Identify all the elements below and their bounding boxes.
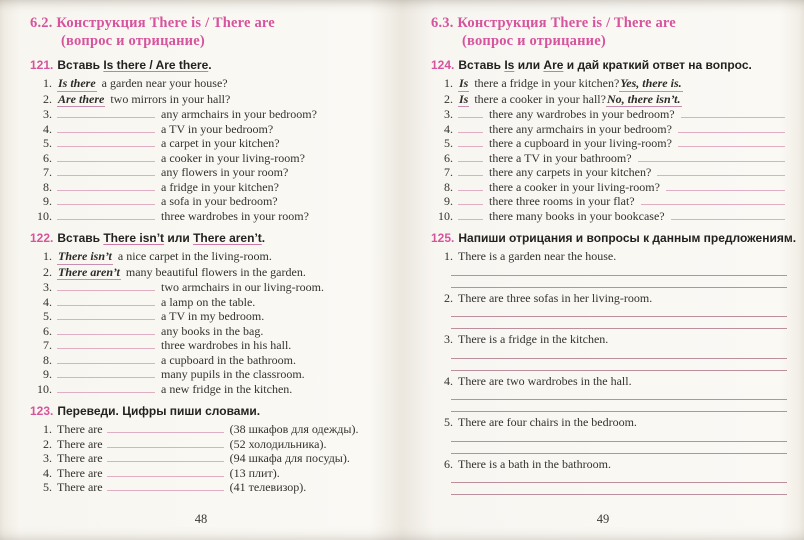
item-number: 4. <box>43 465 52 480</box>
blank-line <box>107 467 224 477</box>
item-text: two mirrors in your hall? <box>110 91 231 106</box>
item-text: (38 шкафов для одежды). <box>229 422 359 436</box>
blank-line <box>57 325 155 335</box>
instruction-segment: и дай краткий ответ на вопрос. <box>563 58 752 72</box>
blank-line <box>458 137 483 147</box>
exercise-item <box>431 151 787 166</box>
exercise-item <box>30 265 390 281</box>
exercise-item <box>431 180 787 195</box>
page-number-left: 48 <box>194 512 208 526</box>
item-lead-text: There are <box>57 480 103 494</box>
instruction-segment: Is there / Are there <box>103 58 209 72</box>
instruction-segment: . <box>261 231 266 245</box>
answer-blank-line <box>671 210 785 220</box>
item-text: There is a garden near the house. <box>458 249 617 263</box>
answer-rule-line <box>451 317 787 329</box>
question-block <box>431 332 787 371</box>
exercise-item <box>431 165 787 180</box>
blank-line <box>57 296 155 306</box>
blank-line <box>107 438 224 448</box>
instruction-segment: There aren’t <box>193 231 262 245</box>
instruction-segment: Вставь <box>57 58 104 72</box>
answer-rule-line <box>451 264 787 276</box>
exercise-item <box>431 291 787 306</box>
exercise-instruction <box>57 58 211 72</box>
exercise-122 <box>30 231 390 396</box>
answer-blank-line <box>638 152 785 162</box>
exercise-item <box>30 209 390 224</box>
blank-line <box>458 108 483 118</box>
item-text: three wardrobes in your room? <box>161 208 309 223</box>
exercise-item <box>30 466 390 481</box>
blank-line <box>57 166 155 176</box>
item-number: 5. <box>43 480 52 494</box>
item-number: 9. <box>43 367 52 381</box>
section-title <box>431 15 787 50</box>
answer-blank-line <box>678 137 785 147</box>
blank-line <box>458 166 483 176</box>
section-title-line2: (вопрос и отрицание) <box>61 32 205 49</box>
blank-line <box>57 152 155 162</box>
exercise-item <box>431 415 787 430</box>
item-text: two armchairs in our living-room. <box>161 280 324 294</box>
item-text: a nice carpet in the living-room. <box>117 249 272 263</box>
exercise-item <box>30 353 390 368</box>
answer-blank-line <box>678 123 785 133</box>
item-number: 2. <box>444 290 453 305</box>
item-text: There are four chairs in the bedroom. <box>458 415 637 429</box>
answer-rule-line <box>451 400 787 412</box>
example-short-answer: Yes, there is. <box>620 76 682 90</box>
exercise-item <box>30 324 390 339</box>
exercise-instruction <box>57 404 260 418</box>
exercise-item <box>30 338 390 353</box>
item-text: there any wardrobes in your bedroom? <box>489 107 675 121</box>
item-text: a cupboard in the bathroom. <box>161 352 296 367</box>
item-number: 1. <box>43 249 52 263</box>
example-answer: Is <box>459 76 469 90</box>
example-short-answer: No, there isn’t. <box>606 91 681 106</box>
blank-line <box>57 108 155 118</box>
exercise-item <box>431 209 787 224</box>
item-number: 6. <box>43 323 52 338</box>
exercise-item <box>30 122 390 137</box>
item-text: a carpet in your kitchen? <box>161 136 280 150</box>
item-text: a TV in my bedroom. <box>161 309 265 323</box>
item-number: 2. <box>444 91 453 106</box>
answer-rule-line <box>451 430 787 442</box>
instruction-segment: Вставь <box>458 58 505 72</box>
blank-line <box>57 210 155 220</box>
instruction-segment: Are <box>543 58 564 72</box>
item-text: there a TV in your bathroom? <box>489 150 632 165</box>
item-number: 10. <box>37 381 52 396</box>
item-number: 4. <box>43 294 52 309</box>
exercise-number: 123. <box>30 404 54 418</box>
item-text: three wardrobes in his hall. <box>161 338 292 352</box>
exercise-item <box>431 92 787 108</box>
question-block <box>431 415 787 454</box>
blank-line <box>458 152 483 162</box>
blank-line <box>57 281 155 291</box>
section-title-line1: 6.3. Конструкция There is / There are <box>431 15 676 31</box>
item-number: 3. <box>43 107 52 121</box>
exercise-123 <box>30 404 390 495</box>
exercise-item <box>30 437 390 452</box>
item-number: 6. <box>444 150 453 165</box>
item-text: there a fridge in your kitchen? <box>474 76 620 90</box>
exercise-item <box>431 457 787 472</box>
section-title-line1: 6.2. Конструкция There is / There are <box>30 15 275 31</box>
answer-blank-line <box>681 108 785 118</box>
item-lead-text: There are <box>57 465 103 480</box>
exercise-item <box>30 180 390 195</box>
item-text: many pupils in the classroom. <box>161 367 305 381</box>
blank-line <box>107 423 224 433</box>
exercise-list-right <box>431 58 797 495</box>
item-number: 7. <box>43 338 52 352</box>
instruction-segment: Напиши отрицания и вопросы к данным предложениям. <box>458 231 797 245</box>
item-number: 3. <box>43 451 52 465</box>
item-number: 2. <box>43 91 52 106</box>
item-number: 3. <box>43 280 52 294</box>
exercise-item <box>431 122 787 137</box>
item-text: a sofa in your bedroom? <box>161 194 278 208</box>
item-number: 4. <box>444 373 453 388</box>
instruction-segment: или <box>514 58 544 72</box>
item-text: There are two wardrobes in the hall. <box>458 373 632 388</box>
blank-line <box>57 195 155 205</box>
answer-rule-line <box>451 483 787 495</box>
blank-line <box>57 181 155 191</box>
exercise-item <box>431 194 787 209</box>
exercise-item <box>30 151 390 166</box>
item-text: any flowers in your room? <box>161 165 289 179</box>
item-number: 7. <box>43 165 52 179</box>
item-text: a fridge in your kitchen? <box>161 179 279 194</box>
item-text: any books in the bag. <box>161 323 264 338</box>
section-title <box>30 15 390 50</box>
instruction-segment: или <box>164 231 194 245</box>
exercise-item <box>30 92 390 108</box>
blank-line <box>57 123 155 133</box>
blank-line <box>57 383 155 393</box>
exercise-number: 121. <box>30 58 54 72</box>
exercise-124 <box>431 58 787 223</box>
exercise-instruction <box>458 231 796 245</box>
example-answer: Is <box>459 91 469 106</box>
item-number: 5. <box>444 136 453 150</box>
item-text: there a cooker in your living-room? <box>489 179 660 194</box>
item-number: 3. <box>444 107 453 121</box>
blank-line <box>57 368 155 378</box>
item-text: there three rooms in your flat? <box>489 194 635 208</box>
item-text: a TV in your bedroom? <box>161 121 274 136</box>
item-number: 10. <box>438 208 453 223</box>
answer-rule-line <box>451 347 787 359</box>
exercise-item <box>30 76 390 92</box>
item-number: 9. <box>43 194 52 208</box>
item-text: there many books in your bookcase? <box>489 208 665 223</box>
item-number: 1. <box>43 422 52 436</box>
exercise-item <box>30 165 390 180</box>
blank-line <box>458 123 483 133</box>
exercise-item <box>431 249 787 264</box>
exercise-item <box>30 422 390 437</box>
item-number: 6. <box>444 456 453 471</box>
exercise-item <box>30 194 390 209</box>
exercise-item <box>30 249 390 265</box>
item-number: 3. <box>444 332 453 346</box>
answer-blank-line <box>641 195 785 205</box>
exercise-heading <box>30 231 390 246</box>
item-number: 8. <box>43 352 52 367</box>
section-title-line2: (вопрос и отрицание) <box>462 32 606 49</box>
exercise-121 <box>30 58 390 223</box>
item-text: any armchairs in your bedroom? <box>161 107 317 121</box>
blank-line <box>57 310 155 320</box>
item-number: 9. <box>444 194 453 208</box>
exercise-item <box>431 76 787 92</box>
item-number: 8. <box>444 179 453 194</box>
item-number: 4. <box>43 121 52 136</box>
blank-line <box>57 354 155 364</box>
item-text: there a cupboard in your living-room? <box>489 136 672 150</box>
item-text: a cooker in your living-room? <box>161 150 305 165</box>
example-answer: Is there <box>58 76 96 90</box>
item-number: 7. <box>444 165 453 179</box>
example-answer: There isn’t <box>58 249 112 263</box>
example-answer: Are there <box>58 91 105 106</box>
blank-line <box>458 181 483 191</box>
exercise-item <box>30 451 390 466</box>
exercise-item <box>30 107 390 122</box>
exercise-item <box>431 332 787 347</box>
instruction-segment: There isn’t <box>103 231 165 245</box>
item-text: (94 шкафа для посуды). <box>229 451 350 465</box>
example-answer: There aren’t <box>58 264 120 279</box>
exercise-heading <box>431 231 797 246</box>
item-number: 1. <box>444 76 453 90</box>
item-number: 10. <box>37 208 52 223</box>
exercise-instruction <box>458 58 752 72</box>
answer-rule-line <box>451 305 787 317</box>
item-text: a lamp on the table. <box>161 294 256 309</box>
question-block <box>431 291 787 330</box>
exercise-item <box>30 136 390 151</box>
blank-line <box>57 137 155 147</box>
exercise-item <box>30 480 390 495</box>
instruction-segment: Вставь <box>57 231 104 245</box>
item-text: a garden near your house? <box>101 76 228 90</box>
item-text: There is a fridge in the kitchen. <box>458 332 609 346</box>
item-number: 2. <box>43 436 52 451</box>
answer-rule-line <box>451 276 787 288</box>
answer-rule-line <box>451 442 787 454</box>
instruction-segment: Переведи. Цифры пиши словами. <box>57 404 261 418</box>
exercise-instruction <box>57 231 265 245</box>
item-text: There is a bath in the bathroom. <box>458 456 611 471</box>
exercise-heading <box>431 58 787 73</box>
exercise-item <box>431 136 787 151</box>
exercise-heading <box>30 404 390 419</box>
blank-line <box>107 452 224 462</box>
item-text: (41 телевизор). <box>229 480 307 494</box>
item-number: 1. <box>444 249 453 263</box>
question-block <box>431 249 787 288</box>
exercise-item <box>431 107 787 122</box>
item-number: 1. <box>43 76 52 90</box>
item-lead-text: There are <box>57 436 103 451</box>
exercise-item <box>30 367 390 382</box>
exercise-item <box>30 309 390 324</box>
item-number: 2. <box>43 264 52 279</box>
answer-rule-line <box>451 388 787 400</box>
item-number: 5. <box>43 309 52 323</box>
page-right <box>402 0 804 540</box>
answer-rule-line <box>451 359 787 371</box>
item-text: (52 холодильника). <box>229 436 327 451</box>
question-block <box>431 457 787 496</box>
blank-line <box>107 481 224 491</box>
blank-line <box>458 195 483 205</box>
instruction-segment: . <box>208 58 212 72</box>
item-text: there any carpets in your kitchen? <box>489 165 652 179</box>
item-number: 6. <box>43 150 52 165</box>
exercise-item <box>431 374 787 389</box>
blank-line <box>458 210 483 220</box>
item-lead-text: There are <box>57 422 103 436</box>
answer-blank-line <box>666 181 785 191</box>
item-number: 4. <box>444 121 453 136</box>
item-text: (13 плит). <box>229 465 280 480</box>
exercise-list-left <box>30 58 390 495</box>
exercise-item <box>30 382 390 397</box>
item-text: many beautiful flowers in the garden. <box>125 264 306 279</box>
item-number: 5. <box>444 415 453 429</box>
item-number: 5. <box>43 136 52 150</box>
blank-line <box>57 339 155 349</box>
answer-blank-line <box>657 166 785 176</box>
item-text: There are three sofas in her living-room. <box>458 290 653 305</box>
question-block <box>431 374 787 413</box>
item-text: there a cooker in your hall? <box>474 91 606 106</box>
exercise-item <box>30 280 390 295</box>
instruction-segment: Is <box>504 58 515 72</box>
item-number: 8. <box>43 179 52 194</box>
item-lead-text: There are <box>57 451 103 465</box>
exercise-item <box>30 295 390 310</box>
exercise-number: 125. <box>431 231 455 245</box>
page-number-right: 49 <box>596 512 610 526</box>
exercise-125 <box>431 231 797 495</box>
answer-rule-line <box>451 471 787 483</box>
item-text: there any armchairs in your bedroom? <box>489 121 672 136</box>
item-text: a new fridge in the kitchen. <box>161 381 293 396</box>
exercise-number: 124. <box>431 58 455 72</box>
exercise-number: 122. <box>30 231 54 245</box>
exercise-heading <box>30 58 390 73</box>
